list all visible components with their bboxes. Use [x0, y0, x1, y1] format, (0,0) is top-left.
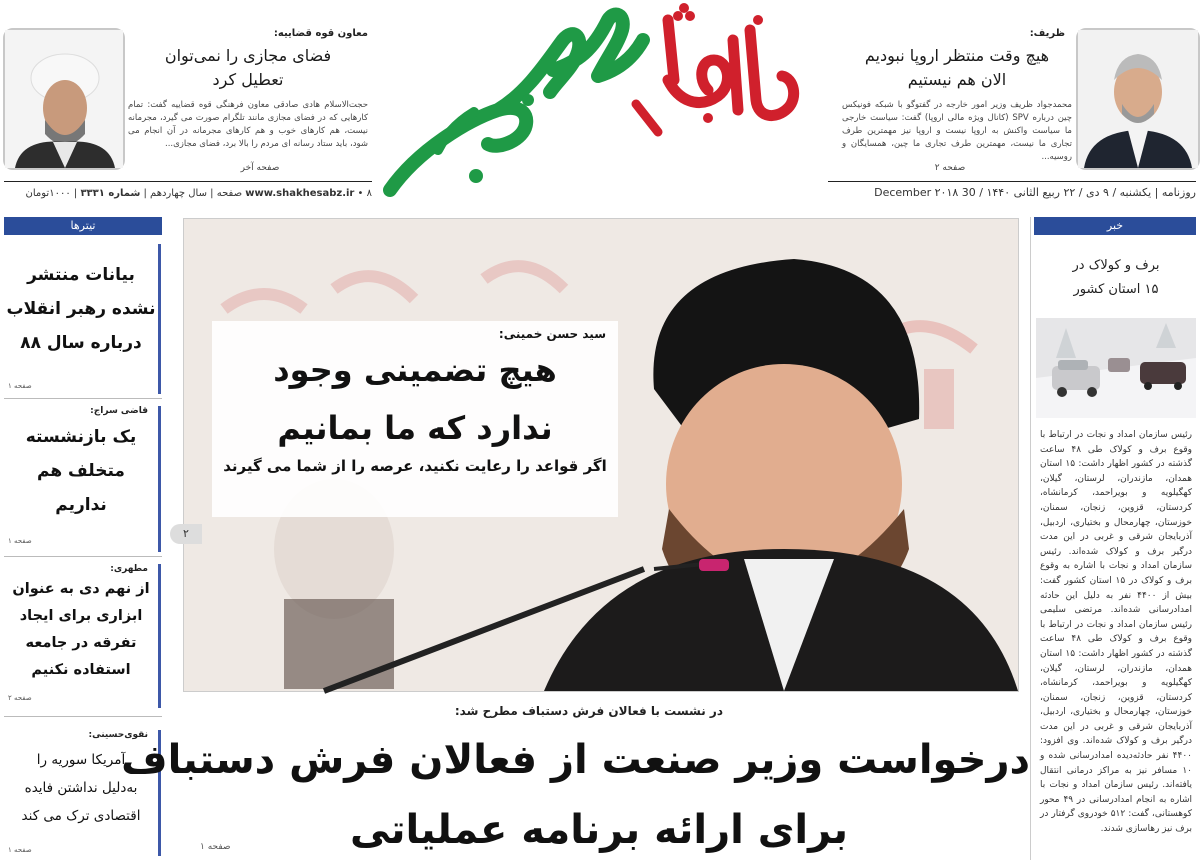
issue-number: شماره ۳۳۳۱	[80, 188, 141, 199]
left-separator	[4, 716, 162, 717]
left-item-2-line: متخلف هم	[37, 461, 125, 481]
right-story-title-line1: برف و کولاک در	[1072, 258, 1160, 273]
slash-sep: /	[1075, 186, 1083, 199]
left-item-3-page: صفحه ۲	[8, 694, 32, 702]
hero-quote-kicker: سید حسن خمینی:	[498, 327, 606, 341]
left-item-2-line: نداریم	[55, 495, 107, 515]
dot-sep: •	[357, 188, 367, 199]
left-header-body: حجت‌الاسلام هادی صادقی معاون فرهنگی قوه قضاییه گفت: تمام کارهایی که در فضای مجازی مانند تلگرام صورت می گیرد، مجرمانه نیست، هم کارهای خوب و هم کارهای مجرمانه در آن انجام می شود، باید ستاد رسانه ای مردم را بالا برد، فضای مجازی...	[128, 100, 368, 149]
right-story-title-line2: ۱۵ استان کشور	[1073, 282, 1159, 297]
website[interactable]: www.shakhesabz.ir	[245, 188, 355, 199]
left-separator	[4, 398, 162, 399]
left-item-4-line: به‌دلیل نداشتن فایده	[24, 780, 138, 796]
lead-page: صفحه ۱	[200, 842, 231, 852]
lead-title-line2: برای ارائه برنامه عملیاتی	[349, 807, 849, 853]
left-header-title	[128, 44, 368, 92]
left-header-rule	[4, 181, 372, 182]
cleric-portrait	[5, 30, 123, 168]
pipe-sep: |	[206, 188, 214, 199]
pages-count: ۸ صفحه	[216, 188, 372, 199]
left-item-3-line: ابزاری برای ایجاد	[19, 608, 143, 624]
left-item-2-title	[4, 416, 158, 522]
right-column-rule	[1030, 217, 1031, 860]
right-header-kicker: ظریف:	[1029, 28, 1065, 39]
dateline	[828, 186, 1196, 199]
right-story-title[interactable]	[1036, 254, 1196, 302]
left-column-header: تیترها	[4, 217, 162, 235]
left-item-3-kicker: مطهری:	[110, 564, 148, 574]
right-story-body: رئیس سازمان امداد و نجات در ارتباط با وقوع برف و کولاک طی ۴۸ ساعت گذشته در کشور اظهار داشت: ۱۵ استان همدان، مازندران، لرستان، گیلان، کهگیلویه و بویراحمد، کرمانشاه، کردستان، قزوین، زنجان، سمنان، خوزستان، چهارمحال و بختیاری، اردبیل، آذربایجان شرقی و غربی در این مدت درگیر برف و کولاک شده‌اند. رئیس سازمان امداد و نجات با اشاره به وقوع برف و کولاک در ۱۵ استان کشور گفت: بیش از ۴۴۰۰ نفر به دلیل این حادثه امدادرسانی شده‌اند. مرتضی سلیمی رئیس سازمان امداد و نجات در ارتباط با وقوع برف و کولاک طی ۴۸ ساعت گذشته در کشور اظهار داشت: ۱۵ استان همدان، مازندران، لرستان، گیلان، کهگیلویه و بویراحمد، کرمانشاه، کردستان، قزوین، زنجان، سمنان، خوزستان، چهارمحال و بختیاری، اردبیل، آذربایجان شرقی و غربی در این مدت درگیر برف و کولاک شده‌اند. وی افزود: ۴۴۰۰ نفر حادثه‌دیده امدادرسانی شده و ۱۰ مسافر نیز به مراکز درمانی انتقال یافته‌اند. رئیس سازمان امداد و نجات با اشاره به انجام امدادرسانی در ۴۹ محور کوهستانی، گفت: ۵۱۲ خودروی گرفتار در برف نیز رهاسازی شدند.	[1040, 430, 1193, 835]
left-item-4-line: آمریکا سوریه را	[36, 752, 126, 768]
right-header-rule	[828, 181, 1196, 182]
right-header-page: صفحه ۲	[934, 163, 966, 173]
lead-title[interactable]	[121, 725, 1030, 865]
left-separator	[4, 556, 162, 557]
logo-artwork	[378, 0, 818, 200]
pipe-sep: |	[1151, 186, 1159, 199]
price: ۱۰۰۰تومان	[25, 188, 71, 199]
left-item-2[interactable]	[4, 406, 161, 552]
hero-quote-box	[212, 321, 618, 517]
snow-traffic-image	[1036, 318, 1196, 418]
hero-quote-title	[212, 341, 618, 457]
left-item-3-line: تفرقه در جامعه	[25, 635, 137, 651]
left-item-4-line: اقتصادی ترک می کند	[21, 808, 141, 824]
left-item-3[interactable]	[4, 564, 161, 708]
left-header-photo	[3, 28, 125, 170]
hero-quote-title-line1: هیچ تضمینی وجود	[273, 351, 557, 389]
hero-quote-subtitle: اگر قواعد را رعایت نکنید، عرصه را از شما می گیرند	[223, 457, 607, 475]
lead-kicker: در نشست با فعالان فرش دستباف مطرح شد:	[454, 704, 723, 718]
issue-info-line	[4, 188, 372, 199]
left-header-page: صفحه آخر	[240, 163, 280, 173]
right-header-title-line1: هیچ وقت منتظر اروپا نبودیم	[864, 46, 1050, 65]
left-header-title-line1: فضای مجازی را نمی‌توان	[164, 46, 332, 65]
left-item-2-page: صفحه ۱	[8, 537, 32, 545]
right-header-photo	[1076, 28, 1200, 170]
left-item-4-page: صفحه ۱	[8, 846, 32, 854]
left-item-1-title	[4, 244, 158, 360]
snow-photo	[1036, 318, 1196, 418]
slash-sep: /	[975, 186, 983, 199]
hero-page-badge: ۲	[170, 524, 202, 544]
hero-photo-block[interactable]	[183, 218, 1019, 692]
hijri-date: ۲۲ ربیع الثانی ۱۴۴۰	[986, 186, 1076, 199]
right-header-title-line2: الان هم نیستیم	[907, 70, 1007, 89]
hero-quote-title-line2: ندارد که ما بمانیم	[277, 409, 553, 447]
left-item-1-page: صفحه ۱	[8, 382, 32, 390]
left-item-3-line: استفاده نکنیم	[31, 662, 131, 678]
gregorian-date: 30 December ۲۰۱۸	[874, 186, 976, 199]
left-item-1-line: درباره سال ۸۸	[20, 333, 142, 353]
slash-sep: /	[1108, 186, 1117, 199]
paper-type: روزنامه	[1161, 186, 1196, 199]
pipe-sep: |	[140, 188, 147, 199]
right-header-body: محمدجواد ظریف وزیر امور خارجه در گفتوگو با شبکه فونیکس چین درباره SPV (کانال ویژه مالی اروپا) گفت: سیاست خارجی ما سیاست واکنش به اروپا نیست و اروپا نیز مهمترین طرف تجاری ما نیست، مهمترین طرف تجاری ما چین، همسایگان و روسیه...	[842, 100, 1072, 162]
left-item-3-line: از نهم دی به عنوان	[12, 581, 150, 597]
right-header-title	[842, 44, 1072, 92]
shamsi-date: ۹ دی	[1086, 186, 1109, 199]
year-label: سال چهاردهم	[150, 188, 207, 199]
left-item-4-kicker: نقوی‌حسینی:	[88, 730, 148, 740]
left-item-1-line: نشده رهبر انقلاب	[6, 299, 156, 319]
left-item-2-line: یک بازنشسته	[25, 427, 137, 447]
minister-portrait	[1078, 30, 1198, 168]
left-item-1-line: بیانات منتشر	[27, 265, 135, 285]
pipe-sep: |	[70, 188, 78, 199]
right-column-header: خبر	[1034, 217, 1196, 235]
masthead-logo	[378, 0, 818, 200]
left-header-kicker: معاون قوه قضاییه:	[273, 28, 368, 39]
left-item-2-kicker: قاضی سراج:	[90, 406, 148, 416]
left-item-1[interactable]	[4, 244, 161, 394]
lead-title-line1: درخواست وزیر صنعت از فعالان فرش دستباف	[121, 737, 1030, 783]
weekday: یکشنبه	[1119, 186, 1152, 199]
left-header-title-line2: تعطیل کرد	[212, 70, 284, 89]
left-item-3-title	[4, 574, 158, 684]
